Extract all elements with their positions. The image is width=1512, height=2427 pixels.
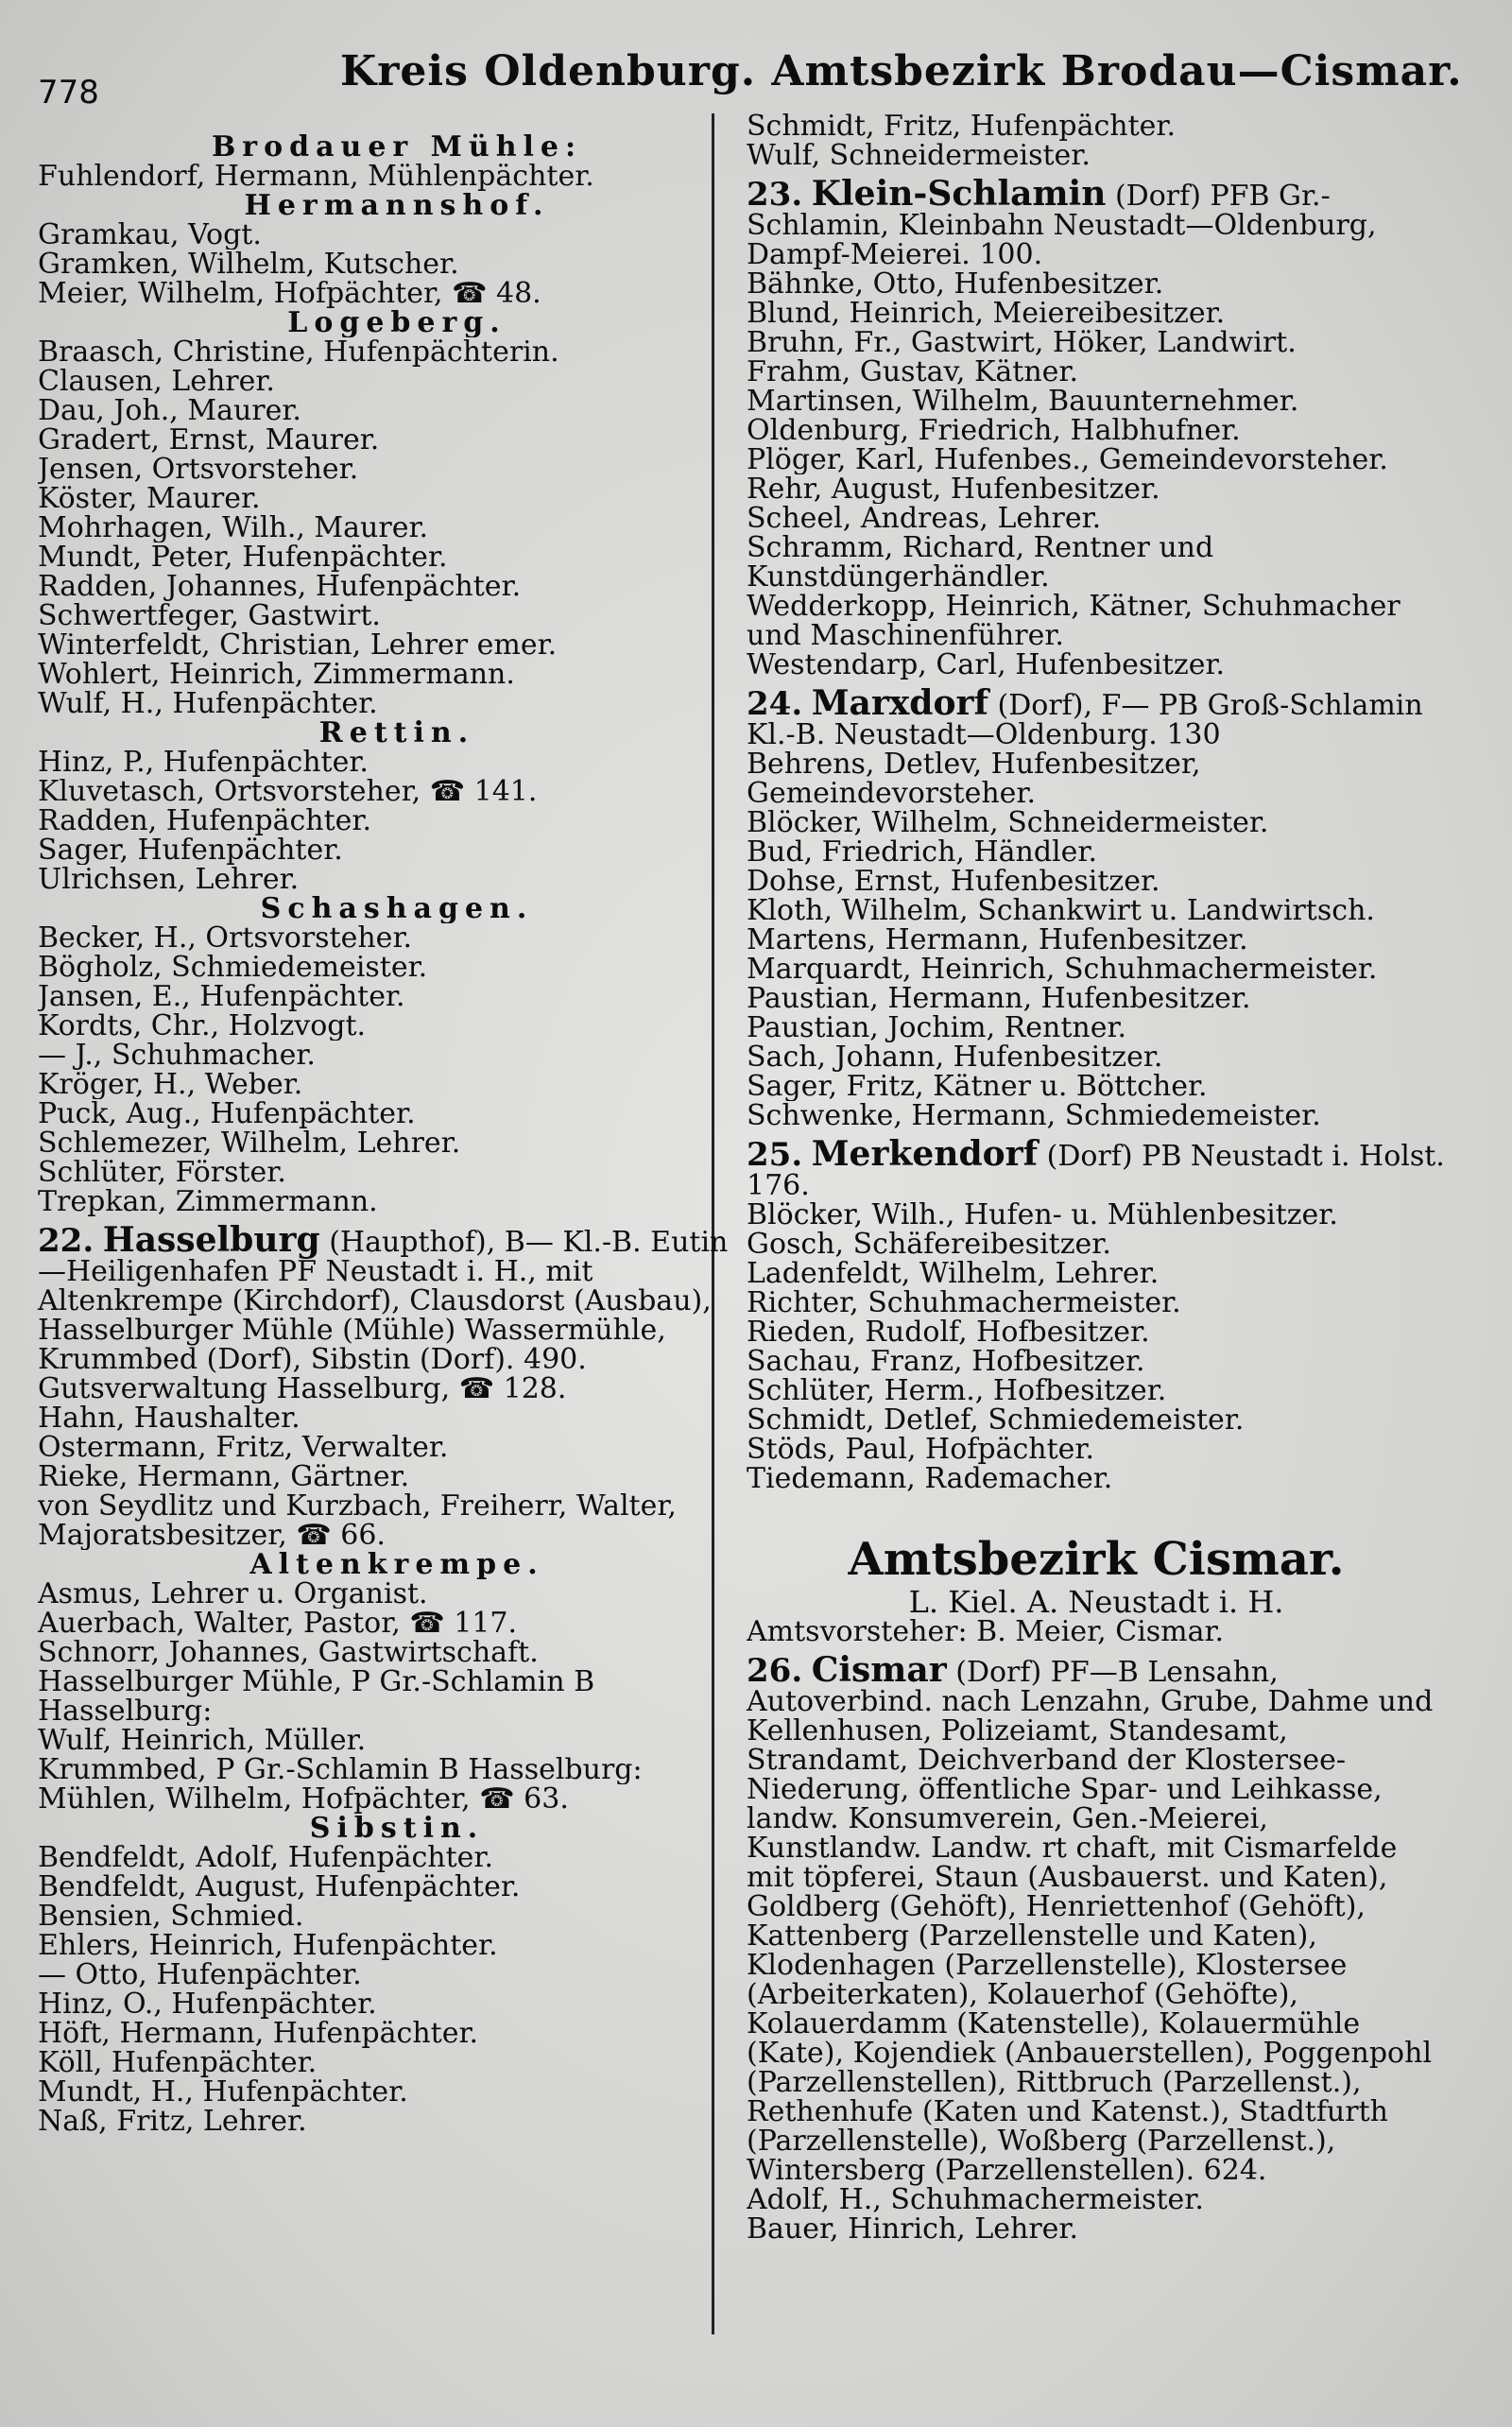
directory-entry: von Seydlitz und Kurzbach, Freiherr, Walter, Majoratsbesitzer, ☎ 66. — [38, 1491, 677, 1550]
directory-entry: Naß, Fritz, Lehrer. — [38, 2107, 307, 2136]
directory-entry: Gramken, Wilhelm, Kutscher. — [38, 250, 459, 279]
directory-entry: Schramm, Richard, Rentner und Kunstdüngerhändler. — [747, 533, 1214, 592]
directory-entry: Kordts, Chr., Holzvogt. — [38, 1011, 367, 1041]
directory-entry: Schmidt, Detlef, Schmiedemeister. — [747, 1405, 1245, 1435]
place-description: (Dorf) PB Neustadt i. Holst. 176. — [747, 1140, 1445, 1202]
directory-entry: Asmus, Lehrer u. Organist. — [38, 1579, 428, 1609]
entry-number: 26. — [747, 1652, 803, 1690]
directory-entry: Wedderkopp, Heinrich, Kätner, Schuhmacher und Maschinenführer. — [747, 592, 1400, 650]
place-name: Merkendorf — [811, 1134, 1039, 1174]
directory-entry: Martens, Hermann, Hufenbesitzer. — [747, 925, 1248, 955]
directory-entry: Gradert, Ernst, Maurer. — [38, 425, 380, 455]
directory-entry: Ehlers, Heinrich, Hufenpächter. — [38, 1931, 498, 1960]
directory-entry: Sach, Johann, Hufenbesitzer. — [747, 1042, 1163, 1072]
directory-entry: — J., Schuhmacher. — [38, 1041, 316, 1070]
directory-entry: Auerbach, Walter, Pastor, ☎ 117. — [38, 1609, 518, 1638]
subsection-heading: Schashagen. — [260, 894, 534, 923]
directory-entry: Trepkan, Zimmermann. — [38, 1187, 378, 1216]
directory-entry: Schlüter, Förster. — [38, 1158, 286, 1187]
directory-entry: Wulf, Schneidermeister. — [747, 141, 1091, 170]
directory-entry: Blund, Heinrich, Meiereibesitzer. — [747, 299, 1226, 328]
directory-entry: Dau, Joh., Maurer. — [38, 396, 301, 425]
subsection-heading: Hermannshof. — [244, 191, 550, 220]
directory-entry: Ostermann, Fritz, Verwalter. — [38, 1433, 449, 1462]
subsection-heading: Logeberg. — [287, 308, 507, 337]
directory-entry: Rieke, Hermann, Gärtner. — [38, 1462, 410, 1491]
directory-entry: Wohlert, Heinrich, Zimmermann. — [38, 660, 515, 689]
place-description: (Dorf) PFB Gr.-Schlamin, Kleinbahn Neustadt—Oldenburg, Dampf-Meierei. 100. — [747, 180, 1377, 271]
directory-entry: Höft, Hermann, Hufenpächter. — [38, 2019, 479, 2048]
directory-entry: Winterfeldt, Christian, Lehrer emer. — [38, 630, 558, 660]
directory-entry: Krummbed, P Gr.-Schlamin B Hasselburg: — [38, 1755, 643, 1784]
subsection-heading: Altenkrempe. — [249, 1550, 544, 1579]
directory-entry: Puck, Aug., Hufenpächter. — [38, 1099, 416, 1128]
page-number: 778 — [38, 74, 99, 112]
directory-entry: Martinsen, Wilhelm, Bauunternehmer. — [747, 387, 1299, 416]
section-subheading: L. Kiel. A. Neustadt i. H. — [908, 1584, 1284, 1620]
directory-entry: Kloth, Wilhelm, Schankwirt u. Landwirtsch. — [747, 896, 1375, 925]
place-entry — [747, 174, 1446, 271]
place-name: Cismar — [811, 1650, 947, 1690]
directory-entry: Behrens, Detlev, Hufenbesitzer, Gemeindevorsteher. — [747, 749, 1201, 808]
directory-entry: Köll, Hufenpächter. — [38, 2048, 318, 2077]
directory-entry: Schwenke, Hermann, Schmiedemeister. — [747, 1101, 1321, 1130]
left-column — [38, 132, 756, 2136]
page-header: Kreis Oldenburg. Amtsbezirk Brodau—Cismar. — [340, 47, 1463, 95]
directory-entry: — Otto, Hufenpächter. — [38, 1960, 362, 1989]
directory-entry: Sager, Fritz, Kätner u. Böttcher. — [747, 1072, 1208, 1101]
directory-entry: Mundt, H., Hufenpächter. — [38, 2077, 408, 2107]
directory-entry: Ladenfeldt, Wilhelm, Lehrer. — [747, 1259, 1160, 1288]
directory-entry: Scheel, Andreas, Lehrer. — [747, 504, 1102, 533]
directory-entry: Bensien, Schmied. — [38, 1902, 304, 1931]
directory-entry: Oldenburg, Friedrich, Halbhufner. — [747, 416, 1241, 445]
directory-entry: Richter, Schuhmachermeister. — [747, 1288, 1181, 1317]
directory-entry: Bögholz, Schmiedemeister. — [38, 953, 428, 982]
directory-entry: Bähnke, Otto, Hufenbesitzer. — [747, 269, 1164, 299]
place-name: Klein-Schlamin — [811, 174, 1107, 214]
directory-entry: Hinz, P., Hufenpächter. — [38, 748, 369, 777]
directory-entry: Bruhn, Fr., Gastwirt, Höker, Landwirt. — [747, 328, 1297, 357]
directory-entry: Wulf, H., Hufenpächter. — [38, 689, 378, 718]
directory-entry: Dohse, Ernst, Hufenbesitzer. — [747, 867, 1160, 896]
directory-entry: Jansen, E., Hufenpächter. — [38, 982, 405, 1011]
directory-entry: Bauer, Hinrich, Lehrer. — [747, 2214, 1079, 2244]
directory-entry: Braasch, Christine, Hufenpächterin. — [38, 337, 559, 367]
directory-entry: Gramkau, Vogt. — [38, 220, 262, 250]
place-description: (Dorf), F— PB Groß-Schlamin Kl.-B. Neustadt—Oldenburg. 130 — [747, 689, 1423, 751]
directory-entry: Blöcker, Wilhelm, Schneidermeister. — [747, 808, 1269, 837]
place-name: Hasselburg — [102, 1220, 320, 1260]
directory-entry: Marquardt, Heinrich, Schuhmachermeister. — [747, 955, 1378, 984]
place-entry — [38, 1220, 756, 1376]
subsection-heading: Sibstin. — [309, 1814, 485, 1843]
directory-entry: Meier, Wilhelm, Hofpächter, ☎ 48. — [38, 279, 541, 308]
directory-entry: Sachau, Franz, Hofbesitzer. — [747, 1347, 1145, 1376]
right-column — [747, 112, 1446, 2244]
directory-entry: Kröger, H., Weber. — [38, 1070, 303, 1099]
entry-number: 25. — [747, 1136, 803, 1174]
directory-entry: Radden, Hufenpächter. — [38, 806, 371, 835]
directory-entry: Schlemezer, Wilhelm, Lehrer. — [38, 1128, 461, 1158]
directory-entry: Mühlen, Wilhelm, Hofpächter, ☎ 63. — [38, 1784, 569, 1814]
directory-entry: Plöger, Karl, Hufenbes., Gemeindevorsteher. — [747, 445, 1388, 474]
directory-entry: Amtsvorsteher: B. Meier, Cismar. — [747, 1617, 1225, 1646]
directory-entry: Stöds, Paul, Hofpächter. — [747, 1435, 1094, 1464]
directory-entry: Adolf, H., Schuhmachermeister. — [747, 2185, 1204, 2214]
directory-entry: Wulf, Heinrich, Müller. — [38, 1726, 367, 1755]
directory-entry: Paustian, Hermann, Hufenbesitzer. — [747, 984, 1251, 1013]
entry-number: 22. — [38, 1222, 94, 1260]
directory-entry: Gutsverwaltung Hasselburg, ☎ 128. — [38, 1374, 567, 1403]
directory-entry: Bendfeldt, August, Hufenpächter. — [38, 1872, 521, 1902]
section-heading: Amtsbezirk Cismar. — [848, 1533, 1345, 1586]
directory-entry: Becker, H., Ortsvorsteher. — [38, 923, 413, 953]
directory-entry: Mohrhagen, Wilh., Maurer. — [38, 513, 429, 542]
directory-entry: Hasselburger Mühle, P Gr.-Schlamin B Hasselburg: — [38, 1667, 595, 1726]
subsection-heading: Rettin. — [318, 718, 475, 748]
directory-entry: Ulrichsen, Lehrer. — [38, 865, 300, 894]
directory-entry: Westendarp, Carl, Hufenbesitzer. — [747, 650, 1226, 680]
directory-entry: Gosch, Schäfereibesitzer. — [747, 1230, 1111, 1259]
directory-entry: Köster, Maurer. — [38, 484, 261, 513]
place-entry — [747, 1134, 1446, 1202]
directory-entry: Schnorr, Johannes, Gastwirtschaft. — [38, 1638, 539, 1667]
directory-entry: Rieden, Rudolf, Hofbesitzer. — [747, 1317, 1150, 1347]
directory-entry: Paustian, Jochim, Rentner. — [747, 1013, 1127, 1042]
directory-entry: Blöcker, Wilh., Hufen- u. Mühlenbesitzer. — [747, 1200, 1338, 1230]
place-description: (Dorf) PF—B Lensahn, Autoverbind. nach Lenzahn, Grube, Dahme und Kellenhusen, Polizeiamt, Standesamt, Strandamt, Deichverband der Klostersee-Niederung, öffentliche Spar- und Leihkasse, landw. Konsumverein, Gen.-Meierei, Kunstlandw. Landw. rt chaft, mit Cismarfelde mit töpferei, Staun (Ausbauerst. und Katen), Goldberg (Gehöft), Henriettenhof (Gehöft), Kattenberg (Parzellenstelle und Katen), Klodenhagen (Parzellenstelle), Klostersee (Arbeiterkaten), Kolauerhof (Gehöfte), Kolauerdamm (Katenstelle), Kolauermühle (Kate), Kojendiek (Anbauerstellen), Poggenpohl (Parzellenstellen), Rittbruch (Parzellenst.), Rethenhufe (Katen und Katenst.), Stadtfurth (Parzellenstelle), Woßberg (Parzellenst.), Wintersberg (Parzellenstellen). 624. — [747, 1656, 1434, 2187]
directory-entry: Rehr, August, Hufenbesitzer. — [747, 474, 1160, 504]
directory-entry: Frahm, Gustav, Kätner. — [747, 357, 1078, 387]
entry-number: 23. — [747, 176, 803, 214]
directory-entry: Hahn, Haushalter. — [38, 1403, 301, 1433]
entry-number: 24. — [747, 685, 803, 723]
place-description: (Haupthof), B— Kl.-B. Eutin—Heiligenhafen PF Neustadt i. H., mit Altenkrempe (Kirchdorf), Clausdorst (Ausbau), Hasselburger Mühle (Mühle) Wassermühle, Krummbed (Dorf), Sibstin (Dorf). 490. — [38, 1226, 729, 1376]
directory-entry: Bendfeldt, Adolf, Hufenpächter. — [38, 1843, 494, 1872]
directory-entry: Tiedemann, Rademacher. — [747, 1464, 1113, 1493]
directory-entry: Radden, Johannes, Hufenpächter. — [38, 572, 522, 601]
place-entry — [747, 683, 1446, 751]
directory-entry: Sager, Hufenpächter. — [38, 835, 343, 865]
directory-entry: Bud, Friedrich, Händler. — [747, 837, 1097, 867]
directory-entry: Kluvetasch, Ortsvorsteher, ☎ 141. — [38, 777, 538, 806]
directory-entry: Hinz, O., Hufenpächter. — [38, 1989, 377, 2019]
directory-entry: Clausen, Lehrer. — [38, 367, 275, 396]
place-entry — [747, 1650, 1446, 2187]
directory-entry: Schlüter, Herm., Hofbesitzer. — [747, 1376, 1167, 1405]
place-name: Marxdorf — [811, 683, 988, 723]
directory-entry: Jensen, Ortsvorsteher. — [38, 455, 359, 484]
directory-entry: Fuhlendorf, Hermann, Mühlenpächter. — [38, 162, 594, 191]
subsection-heading: Brodauer Mühle: — [211, 132, 583, 162]
directory-entry: Schwertfeger, Gastwirt. — [38, 601, 381, 630]
directory-entry: Schmidt, Fritz, Hufenpächter. — [747, 112, 1176, 141]
directory-entry: Mundt, Peter, Hufenpächter. — [38, 542, 448, 572]
